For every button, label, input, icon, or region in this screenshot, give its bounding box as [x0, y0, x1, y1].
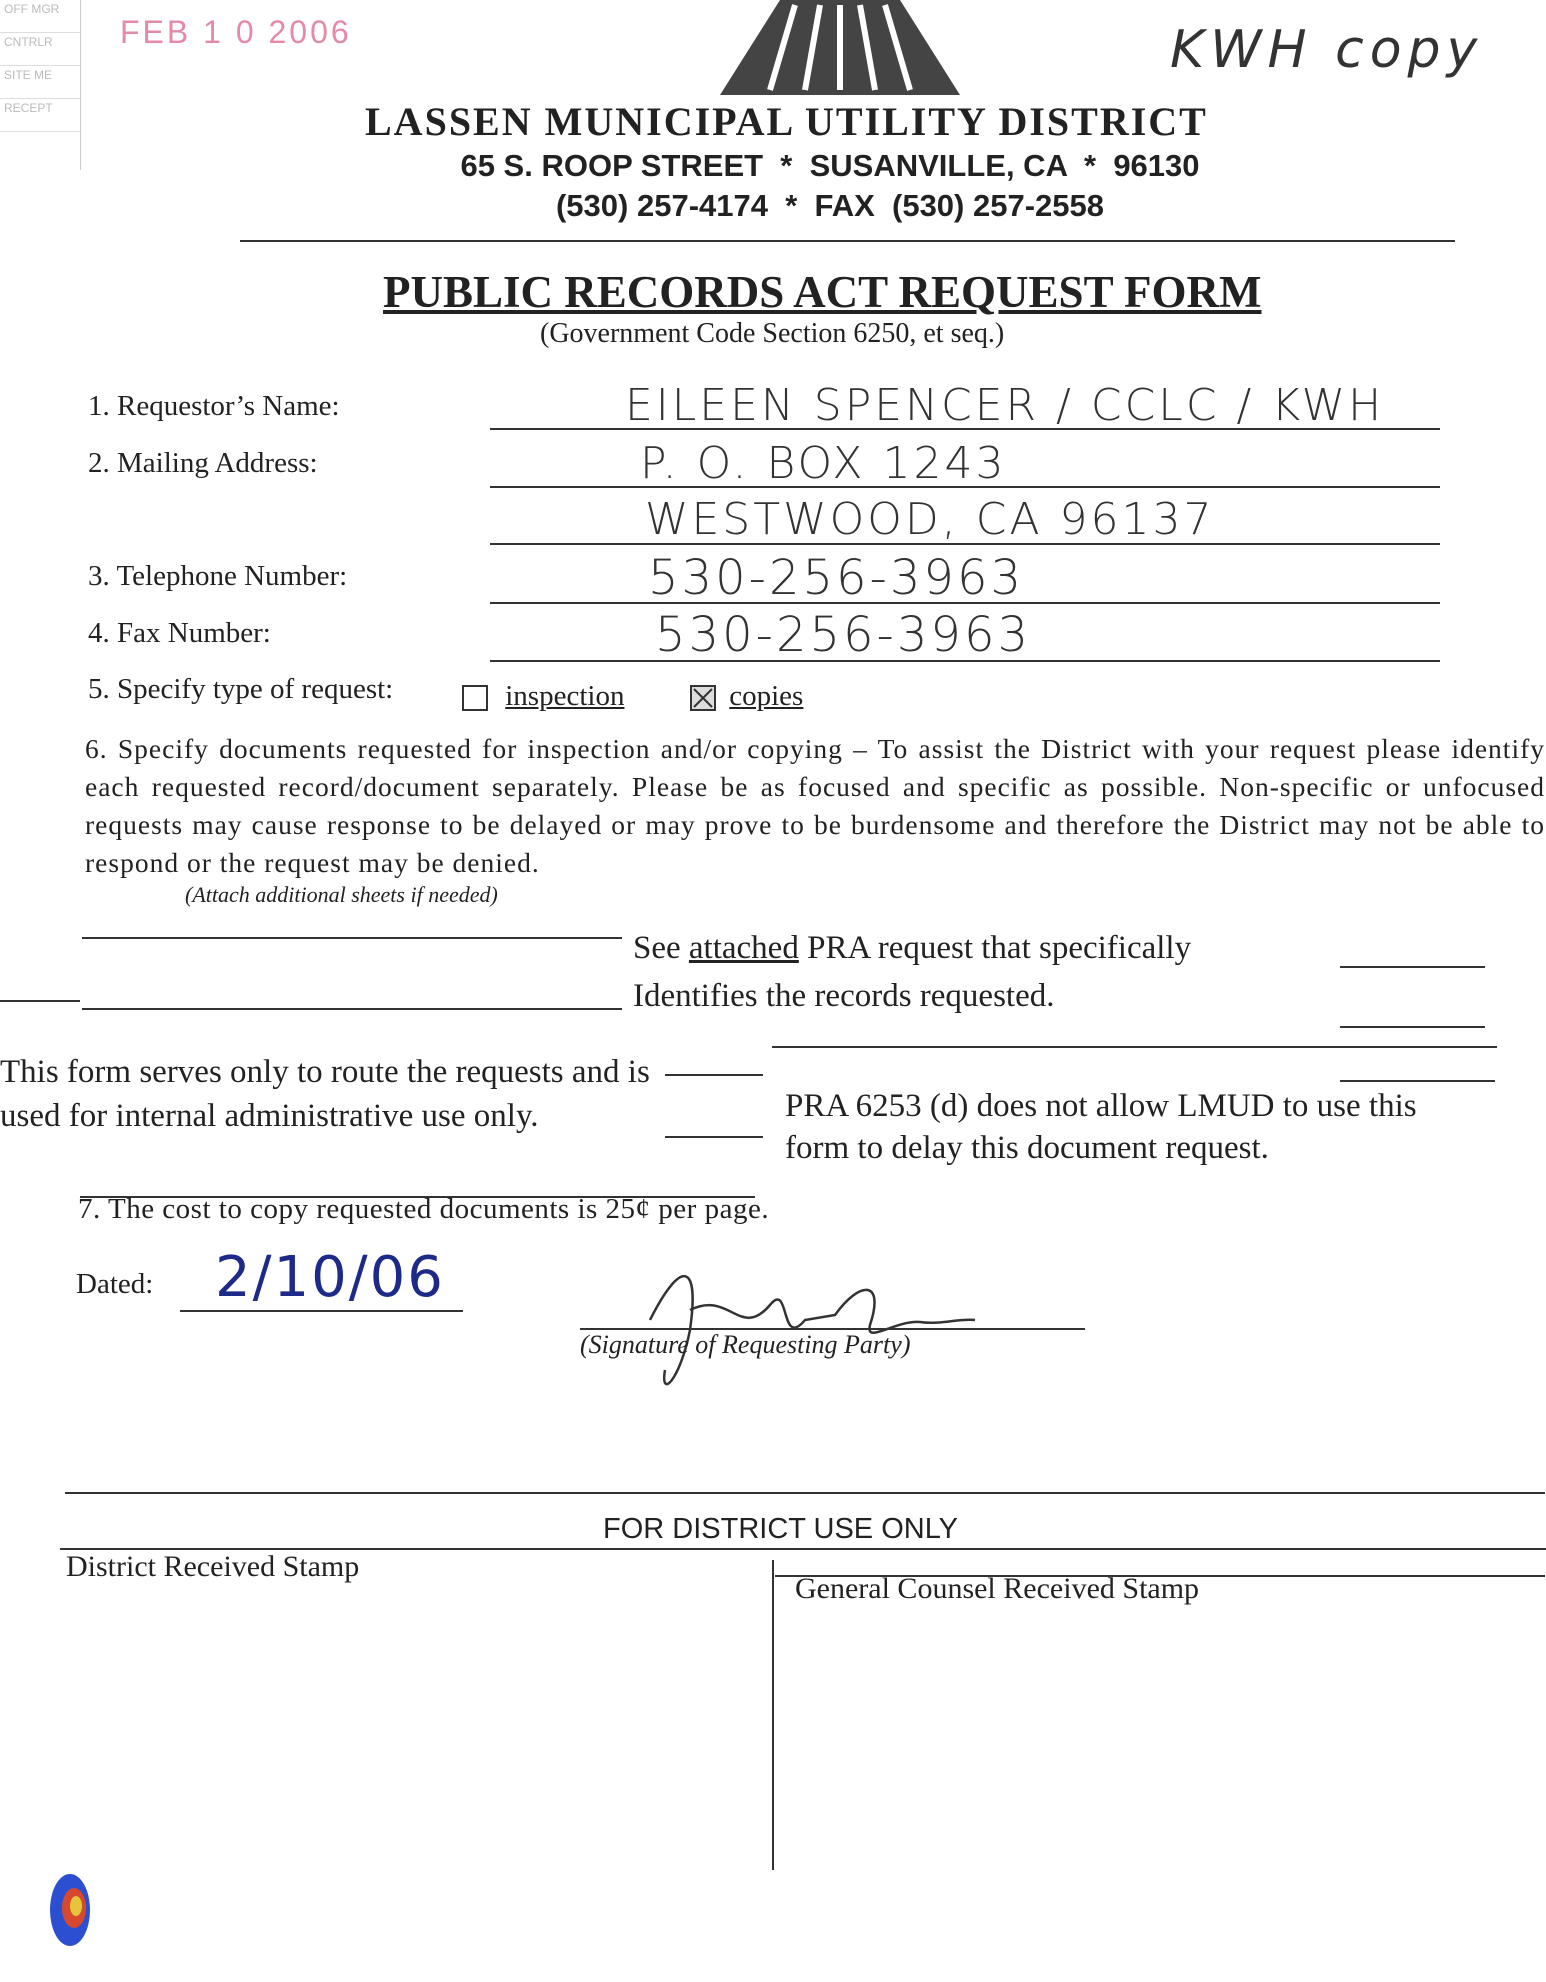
org-address: 65 S. ROOP STREET * SUSANVILLE, CA * 96130: [460, 148, 1200, 183]
ink-blot-mark: [42, 1860, 102, 1965]
signature-scribble[interactable]: [620, 1250, 980, 1405]
mailing-address-label: 2. Mailing Address:: [88, 447, 318, 479]
signature-caption: (Signature of Requesting Party): [580, 1330, 911, 1359]
dated-line: [180, 1310, 463, 1312]
dated-label: Dated:: [76, 1268, 154, 1300]
blank-line: [772, 1046, 1497, 1048]
see-attached-prefix: See: [633, 930, 689, 966]
identifies-records-text: Identifies the records requested.: [633, 978, 1055, 1014]
routing-stamp-box: [0, 0, 81, 170]
routing-note: This form serves only to route the requests and is used for internal administrative use only.: [0, 1054, 650, 1134]
requestor-name-value[interactable]: EILEEN SPENCER / CCLC / KWH: [625, 380, 1385, 431]
district-use-heading: FOR DISTRICT USE ONLY: [603, 1513, 959, 1545]
blank-line: [82, 937, 622, 939]
inspection-option[interactable]: [462, 680, 624, 713]
copy-cost-note: 7. The cost to copy requested documents is 25¢ per page.: [78, 1193, 770, 1225]
district-received-stamp-label: District Received Stamp: [66, 1550, 360, 1583]
telephone-value[interactable]: 530-256-3963: [648, 550, 1025, 606]
see-attached-text: [633, 930, 1191, 967]
district-logo: [700, 0, 980, 100]
blank-line: [665, 1136, 763, 1138]
routing-label: RECEPT: [0, 99, 80, 132]
blank-line: [1340, 1080, 1495, 1082]
district-section-top-line: [65, 1492, 1545, 1494]
form-subtitle: (Government Code Section 6250, et seq.): [540, 318, 1005, 349]
copies-label: copies: [729, 680, 804, 712]
request-type-label: 5. Specify type of request:: [88, 673, 394, 705]
mailing-address-value-2[interactable]: WESTWOOD, CA 96137: [645, 494, 1215, 545]
copies-checkbox-checked[interactable]: [690, 685, 716, 711]
dated-value[interactable]: 2/10/06: [215, 1245, 445, 1310]
org-phones: (530) 257-4174 * FAX (530) 257-2558: [555, 188, 1104, 223]
see-attached-suffix: PRA request that specifically: [798, 930, 1192, 966]
inspection-checkbox[interactable]: [462, 685, 488, 711]
routing-label: SITE ME: [0, 66, 80, 99]
org-name: LASSEN MUNICIPAL UTILITY DISTRICT: [365, 99, 1208, 144]
routing-label: CNTRLR: [0, 33, 80, 66]
requestor-name-label: 1. Requestor’s Name:: [88, 390, 340, 422]
inspection-label: inspection: [505, 680, 625, 712]
blank-line: [1340, 966, 1485, 968]
routing-label: OFF MGR: [0, 0, 80, 33]
blank-line: [1340, 1026, 1485, 1028]
see-attached-link: attached: [688, 930, 799, 966]
received-date-stamp: FEB 1 0 2006: [120, 14, 352, 50]
general-counsel-stamp-label: General Counsel Received Stamp: [795, 1572, 1200, 1605]
copies-option[interactable]: [690, 680, 803, 713]
attach-sheets-note: (Attach additional sheets if needed): [185, 882, 498, 907]
pra-6253-note: PRA 6253 (d) does not allow LMUD to use this form to delay this document request.: [785, 1088, 1417, 1166]
header-divider: [240, 240, 1455, 242]
blank-line: [0, 1000, 80, 1002]
blank-line: [665, 1074, 763, 1076]
form-title: PUBLIC RECORDS ACT REQUEST FORM: [383, 267, 1262, 317]
district-column-divider: [772, 1560, 774, 1870]
telephone-label: 3. Telephone Number:: [88, 560, 348, 592]
blank-line: [82, 1008, 622, 1010]
fax-value[interactable]: 530-256-3963: [655, 607, 1032, 663]
mailing-address-value-1[interactable]: P. O. BOX 1243: [640, 438, 1007, 489]
handwritten-copy-note: KWH copy: [1170, 20, 1484, 80]
fax-label: 4. Fax Number:: [88, 617, 271, 649]
item6-instructions: 6. Specify documents requested for inspection and/or copying – To assist the District with your request please identify each requested record/document separately. Please be as focused and specific as possible. Non-specific or unfocused requests may cause response to be delayed or may prove to be burdensome and therefore the District may not be able to respond or the request may be denied.: [85, 733, 1545, 878]
